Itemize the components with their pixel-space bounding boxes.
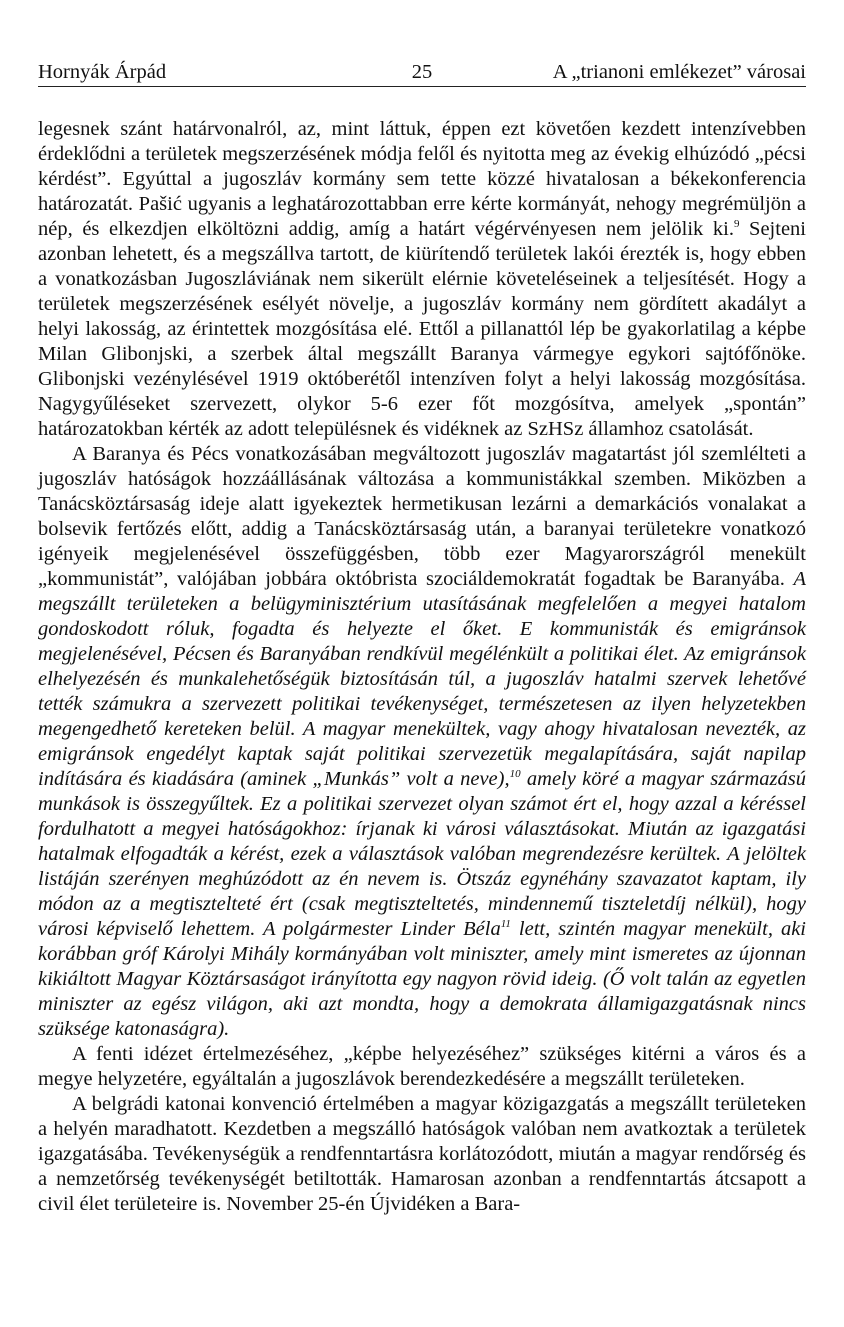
footnote-ref: 11 [500, 918, 511, 930]
quotation: A megszállt területeken a belügyminisztérium utasításának megfelelően a megyei hatalom gondoskodott róluk, fogadta és helyezte el őket. E kommunisták és emigránsok megjelenésével, Pécsen és Baranyában rendkívül megélénkült a politikai élet. Az emigránsok elhelyezésén és munkalehetőségük biztosításán túl, a jugoszláv hatalmi szervek lehetővé tették számukra a szervezett politikai tevékenységet, természetesen az ilyen helyzetekben megengedhető kereteken belül. A magyar menekültek, vagy ahogy hivatalosan nevezték, az emigránsok engedélyt kaptak saját politikai szervezetük megalapítására, saját napilap indítására és kiadására (aminek „Munkás” volt a neve), [38, 568, 806, 790]
body-text [38, 117, 806, 1217]
paragraph [38, 1092, 806, 1217]
paragraph [38, 442, 806, 1042]
quotation: lett, szintén magyar menekült, aki korábban gróf Károlyi Mihály kormányában volt miniszter, amely mint ismeretes az újonnan kikiáltott Magyar Köztársaságot irányította egy nagyon rövid ideig. (Ő volt talán az egyetlen miniszter az egész világon, aki azt mondta, hogy a demokrata államigazgatásnak nincs szüksége katonaságra). [38, 918, 806, 1040]
quotation: amely köré a magyar származású munkások is összegyűltek. Ez a politikai szervezet olyan számot ért el, hogy azzal a kéréssel fordulhatott a megyei hatóságokhoz: írjanak ki városi választásokat. Miután az igazgatási hatalmak elfogadták a kérést, ezek a választások valóban megrendezésre kerültek. A jelöltek listáján szerényen meghúzódott az én nevem is. Ötszáz egynéhány szavazatot kaptam, ily módon az a megtisztelteté ért (csak megtiszteltetés, mindennemű tiszteletdíj nélkül), hogy városi képviselő lehettem. A polgármester Linder Béla [38, 768, 806, 940]
paragraph-text: A Baranya és Pécs vonatkozásában megváltozott jugoszláv magatartást jól szemlélteti a jugoszláv hatóságok hozzáállásának változása a kommunistákkal szemben. Miközben a Tanácsköztársaság ideje alatt igyekeztek hermetikusan lezárni a demarkációs vonalakat a bolsevik fertőzés előtt, addig a Tanácsköztársaság után, a baranyai területekre vonatkozó igényeik megjelenésével összefüggésben, több ezer Magyarországról menekült „kommunistát”, valójában jobbára októbrista szociáldemokratát fogadtak be Baranyába. [38, 443, 806, 590]
paragraph-text: Sejteni azonban lehetett, és a megszállva tartott, de kiürítendő területek lakói érezték is, hogy ebben a vonatkozásban Jugoszláviának nem sikerült elérnie követeléseinek a teljesítését. Hogy a területek megszerzésének esélyét növelje, a jugoszláv kormány nem gördített akadályt a helyi lakosság, az érintettek mozgósítása elé. Ettől a pillanattól lép be gyakorlatilag a képbe Milan Glibonjski, a szerbek által megszállt Baranya vármegye egykori sajtófőnöke. Glibonjski vezénylésével 1919 októberétől intenzíven folyt a helyi lakosság mozgósítása. Nagygyűléseket szervezett, olykor 5-6 ezer főt mozgósítva, amelyek „spontán” határozatokban kérték az adott településnek és vidéknek az SzHSz államhoz csatolását. [38, 218, 806, 440]
paragraph [38, 1042, 806, 1092]
footnote-ref: 9 [733, 218, 740, 230]
paragraph-text: A fenti idézet értelmezéséhez, „képbe helyezéséhez” szükséges kitérni a város és a megye helyzetére, egyáltalán a jugoszlávok berendezkedésére a megszállt területeken. [38, 1043, 806, 1090]
header-author: Hornyák Árpád [38, 61, 167, 83]
running-header [38, 58, 806, 87]
paragraph-text: A belgrádi katonai konvenció értelmében a magyar közigazgatás a megszállt területeken a helyén maradhatott. Kezdetben a megszálló hatóságok valóban nem avatkoztak a területek igazgatásába. Tevékenységük a rendfenntartásra korlátozódott, miután a magyar rendőrség és a nemzetőrség tevékenységét betiltották. Hamarosan azonban a rendfenntartás átcsapott a civil élet területeire is. November 25-én Újvidéken a Bara- [38, 1093, 806, 1215]
paragraph [38, 117, 806, 442]
page-number: 25 [411, 61, 433, 83]
header-running-title: A „trianoni emlékezet” városai [552, 61, 806, 83]
paragraph-text: legesnek szánt határvonalról, az, mint láttuk, éppen ezt követően kezdett intenzívebben érdeklődni a területek megszerzésének módja felől és nyitotta meg az évekig elhúzódó „pécsi kérdést”. Egyúttal a jugoszláv kormány sem tette közzé hivatalosan a békekonferencia határozatát. Pašić ugyanis a leghatározottabban erre kérte kormányát, nehogy megrémüljön a nép, és elkezdjen elköltözni addig, amíg a határt végérvényesen nem jelölik ki. [38, 118, 806, 240]
footnote-ref: 10 [509, 768, 521, 780]
